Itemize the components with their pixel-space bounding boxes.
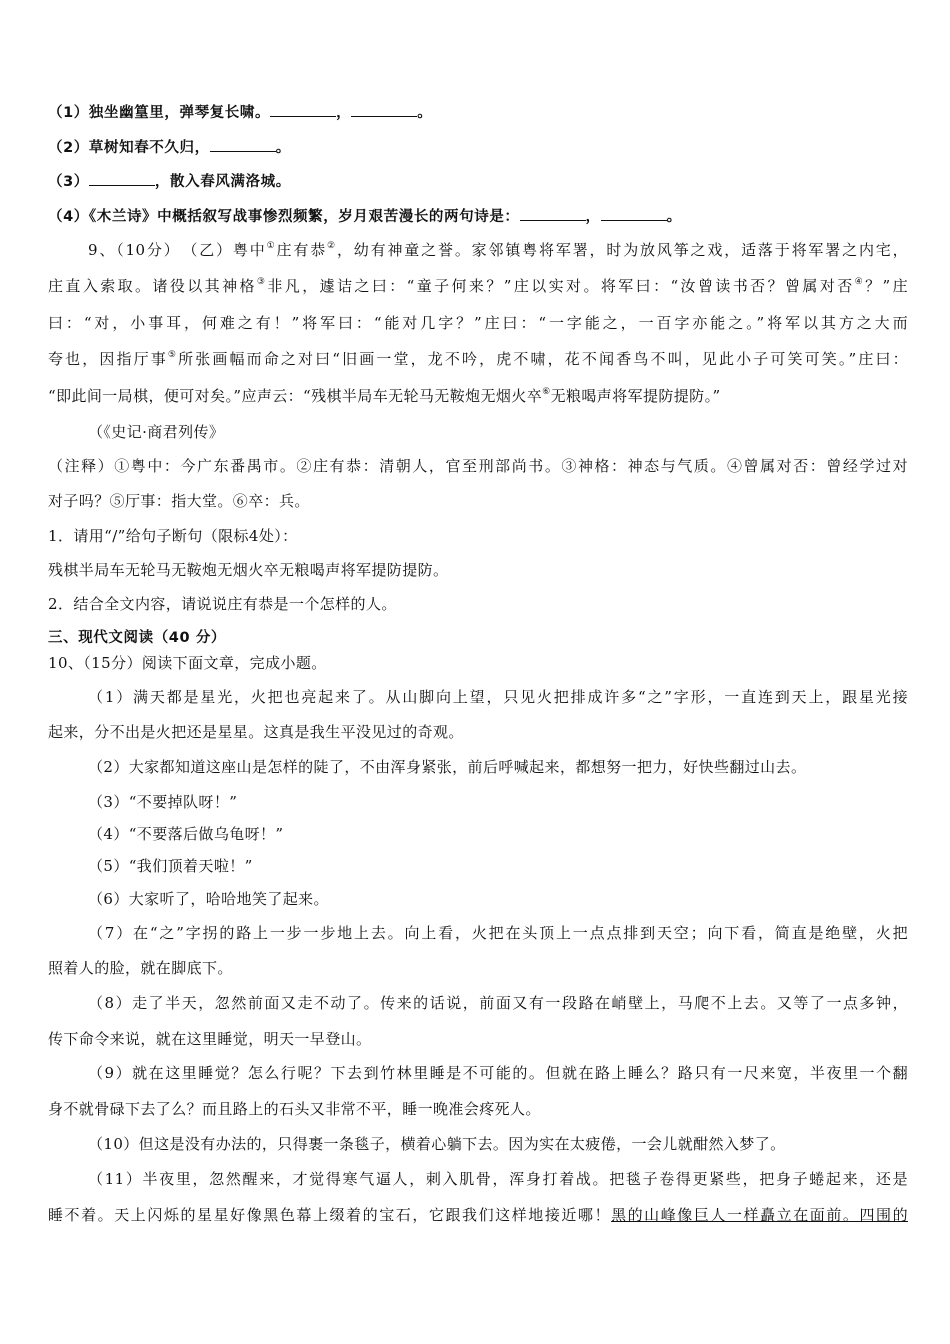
- comma: ，: [336, 105, 352, 121]
- answer-blank[interactable]: [89, 171, 155, 186]
- q9-text: ？”庄: [865, 277, 909, 295]
- article-p5: （5）“我们顶着天啦！”: [88, 857, 253, 875]
- q9-text: 无粮喝声将军提防提防。”: [550, 387, 721, 405]
- article-p7-line-1: （7）在“之”字拐的路上一步一步地上去。向上看，火把在头顶上一点点排到天空；向下看，简直是绝壁，火把: [88, 924, 908, 942]
- article-p11-line-1: （11）半夜里，忽然醒来，才觉得寒气逼人，刺入肌骨，浑身打着战。把毯子卷得更紧些，把身子蜷起来，还是: [88, 1170, 908, 1188]
- period: 。: [275, 140, 291, 156]
- article-p8-line-1: （8）走了半天，忽然前面又走不动了。传来的话说，前面又有一段路在峭壁上，马爬不上去。又等了一点多钟，: [88, 994, 908, 1012]
- article-p1-line-1: （1）满天都是星光，火把也亮起来了。从山脚向上望，只见火把排成许多“之”字形，一直连到天上，跟星光接: [88, 688, 908, 706]
- q9-text: ，幼有神童之誉。家邻镇粤将军署，时为放风筝之戏，适落于将军署之内宅，: [336, 241, 909, 259]
- footnote-mark: ⑥: [542, 387, 551, 397]
- answer-blank[interactable]: [270, 102, 336, 117]
- recite-q2: [48, 137, 908, 158]
- footnote-mark: ②: [327, 241, 337, 251]
- underlined-sentence: 黑的山峰像巨人一样矗立在面前。四围的: [611, 1206, 908, 1224]
- recite-q3: [48, 171, 908, 192]
- q9-sub-question-2: 2．结合全文内容，请说说庄有恭是一个怎样的人。: [48, 595, 397, 613]
- period: 。: [417, 105, 433, 121]
- recite-q1-text: （1）独坐幽篁里，弹琴复长啸。: [48, 105, 271, 121]
- recite-q3-end: ，散入春风满洛城。: [154, 174, 291, 190]
- article-p7-line-2: 照着人的脸，就在脚底下。: [48, 959, 233, 977]
- footnote-mark: ③: [256, 277, 268, 287]
- section-title: 三、现代文阅读（40 分）: [48, 630, 227, 646]
- article-p4: （4）“不要落后做乌龟呀！”: [88, 825, 284, 843]
- q9-text: 庄有恭: [276, 241, 328, 259]
- article-p9-line-2: 身不就骨碌下去了么？而且路上的石头又非常不平，睡一晚准会疼死人。: [48, 1100, 541, 1118]
- answer-blank[interactable]: [520, 206, 586, 221]
- recite-q2-text: （2）草树知春不久归，: [48, 140, 210, 156]
- answer-blank[interactable]: [351, 102, 417, 117]
- q9-text: 夸也，因指厅事: [48, 350, 168, 368]
- q9-line-4: [48, 349, 908, 369]
- q9-line-2: [48, 276, 908, 296]
- article-p6: （6）大家听了，哈哈地笑了起来。: [88, 890, 329, 908]
- q9-text: 庄直入索取。诸役以其神格: [48, 277, 257, 295]
- q10-instruction: 10、（15分）阅读下面文章，完成小题。: [48, 654, 327, 672]
- q9-note-line-1: （注释）①粤中：今广东番禺市。②庄有恭：清朝人，官至刑部尚书。③神格：神态与气质。④曾属对否：曾经学过对: [48, 457, 908, 475]
- footnote-mark: ④: [854, 277, 866, 287]
- q9-text: 非凡，遽诘之曰：“童子何来？”庄以实对。将军曰：“汝曾读书否？曾属对否: [267, 277, 855, 295]
- comma: ，: [585, 209, 601, 225]
- footnote-mark: ⑤: [167, 350, 179, 360]
- q9-line-5: [48, 386, 908, 406]
- q9-sub-question-1-text: 残棋半局车无轮马无鞍炮无烟火卒无粮喝声将军提防提防。: [48, 561, 449, 579]
- recite-q4-text: （4）《木兰诗》中概括叙写战事惨烈频繁，岁月艰苦漫长的两句诗是：: [48, 209, 520, 225]
- article-p10: （10）但这是没有办法的，只得裹一条毯子，横着心躺下去。因为实在太疲倦，一会儿就酣然入梦了。: [88, 1135, 786, 1153]
- q9-text: 所张画幅而命之对曰“旧画一堂，龙不吟，虎不啸，花不闻香鸟不叫，见此小子可笑可笑。”庄曰：: [178, 350, 908, 368]
- answer-blank[interactable]: [601, 206, 667, 221]
- article-text: 睡不着。天上闪烁的星星好像黑色幕上缀着的宝石，它跟我们这样地接近哪！: [48, 1206, 612, 1224]
- q9-note-line-2: 对子吗？⑤厅事：指大堂。⑥卒：兵。: [48, 492, 310, 510]
- answer-blank[interactable]: [210, 137, 276, 152]
- q9-line-3: [48, 313, 908, 333]
- article-p11-line-2: [48, 1205, 908, 1225]
- q9-text: “即此间一局棋，便可对矣。”应声云：“残棋半局车无轮马无鞍炮无烟火卒: [48, 387, 543, 405]
- recite-q1: [48, 102, 908, 123]
- article-p9-line-1: （9）就在这里睡觉？怎么行呢？下去到竹林里睡是不可能的。但就在路上睡么？路只有一尺来宽，半夜里一个翻: [88, 1064, 908, 1082]
- article-p2: （2）大家都知道这座山是怎样的陡了，不由浑身紧张，前后呼喊起来，都想努一把力，好快些翻过山去。: [88, 758, 807, 776]
- article-p8-line-2: 传下命令来说，就在这里睡觉，明天一早登山。: [48, 1030, 372, 1048]
- q9-text: 曰：“对，小事耳，何难之有！”将军曰：“能对几字？”庄曰：“一字能之，一百字亦能之。”将军以其方之大而: [48, 314, 908, 332]
- recite-q3-text: （3）: [48, 174, 89, 190]
- period: 。: [666, 209, 682, 225]
- q9-sub-question-1: 1．请用“/”给句子断句（限标4处）：: [48, 527, 298, 545]
- q9-line-1: [88, 240, 908, 260]
- footnote-mark: ①: [266, 241, 277, 251]
- q9-source: （《史记·商君列传》: [88, 423, 225, 441]
- article-p1-line-2: 起来，分不出是火把还是星星。这真是我生平没见过的奇观。: [48, 723, 464, 741]
- article-p3: （3）“不要掉队呀！”: [88, 793, 238, 811]
- q9-text: 9、（10分） （乙）粤中: [88, 241, 267, 259]
- recite-q4: [48, 206, 908, 227]
